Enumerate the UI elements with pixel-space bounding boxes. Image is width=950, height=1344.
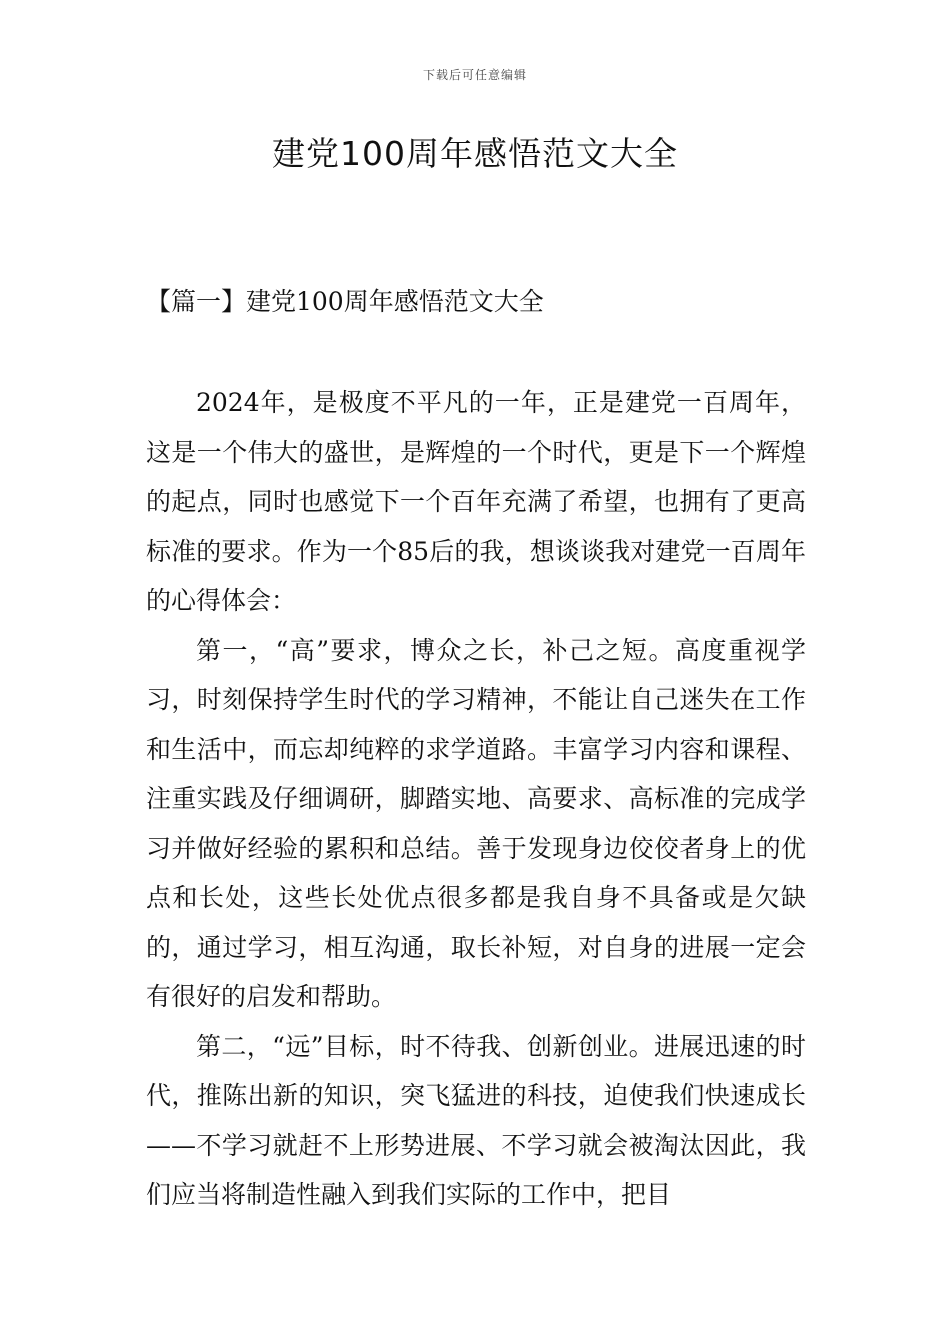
section-heading: 【篇一】建党100周年感悟范文大全 [146,287,544,316]
document-title: 建党100周年感悟范文大全 [272,134,678,173]
header-note: 下载后可任意编辑 [422,68,527,82]
paragraph-1: 2024年，是极度不平凡的一年，正是建党一百周年，这是一个伟大的盛世，是辉煌的一个时代，更是下一个辉煌的起点，同时也感觉下一个百年充满了希望，也拥有了更高标准的要求。作为一个85后的我，想谈谈我对建党一百周年的心得体会： [146,388,806,615]
paragraph-2: 第一，“高”要求，博众之长，补己之短。高度重视学习，时刻保持学生时代的学习精神，不能让自己迷失在工作和生活中，而忘却纯粹的求学道路。丰富学习内容和课程、注重实践及仔细调研，脚踏实地、高要求、高标准的完成学习并做好经验的累积和总结。善于发现身边佼佼者身上的优点和长处，这些长处优点很多都是我自身不具备或是欠缺的，通过学习，相互沟通，取长补短，对自身的进展一定会有很好的启发和帮助。 [146,635,806,1011]
paragraph-3: 第二，“远”目标，时不待我、创新创业。进展迅速的时代，推陈出新的知识，突飞猛进的科技，迫使我们快速成长——不学习就赶不上形势进展、不学习就会被淘汰因此，我们应当将制造性融入到我们实际的工作中，把目 [146,1031,806,1209]
body-text [146,378,806,1220]
